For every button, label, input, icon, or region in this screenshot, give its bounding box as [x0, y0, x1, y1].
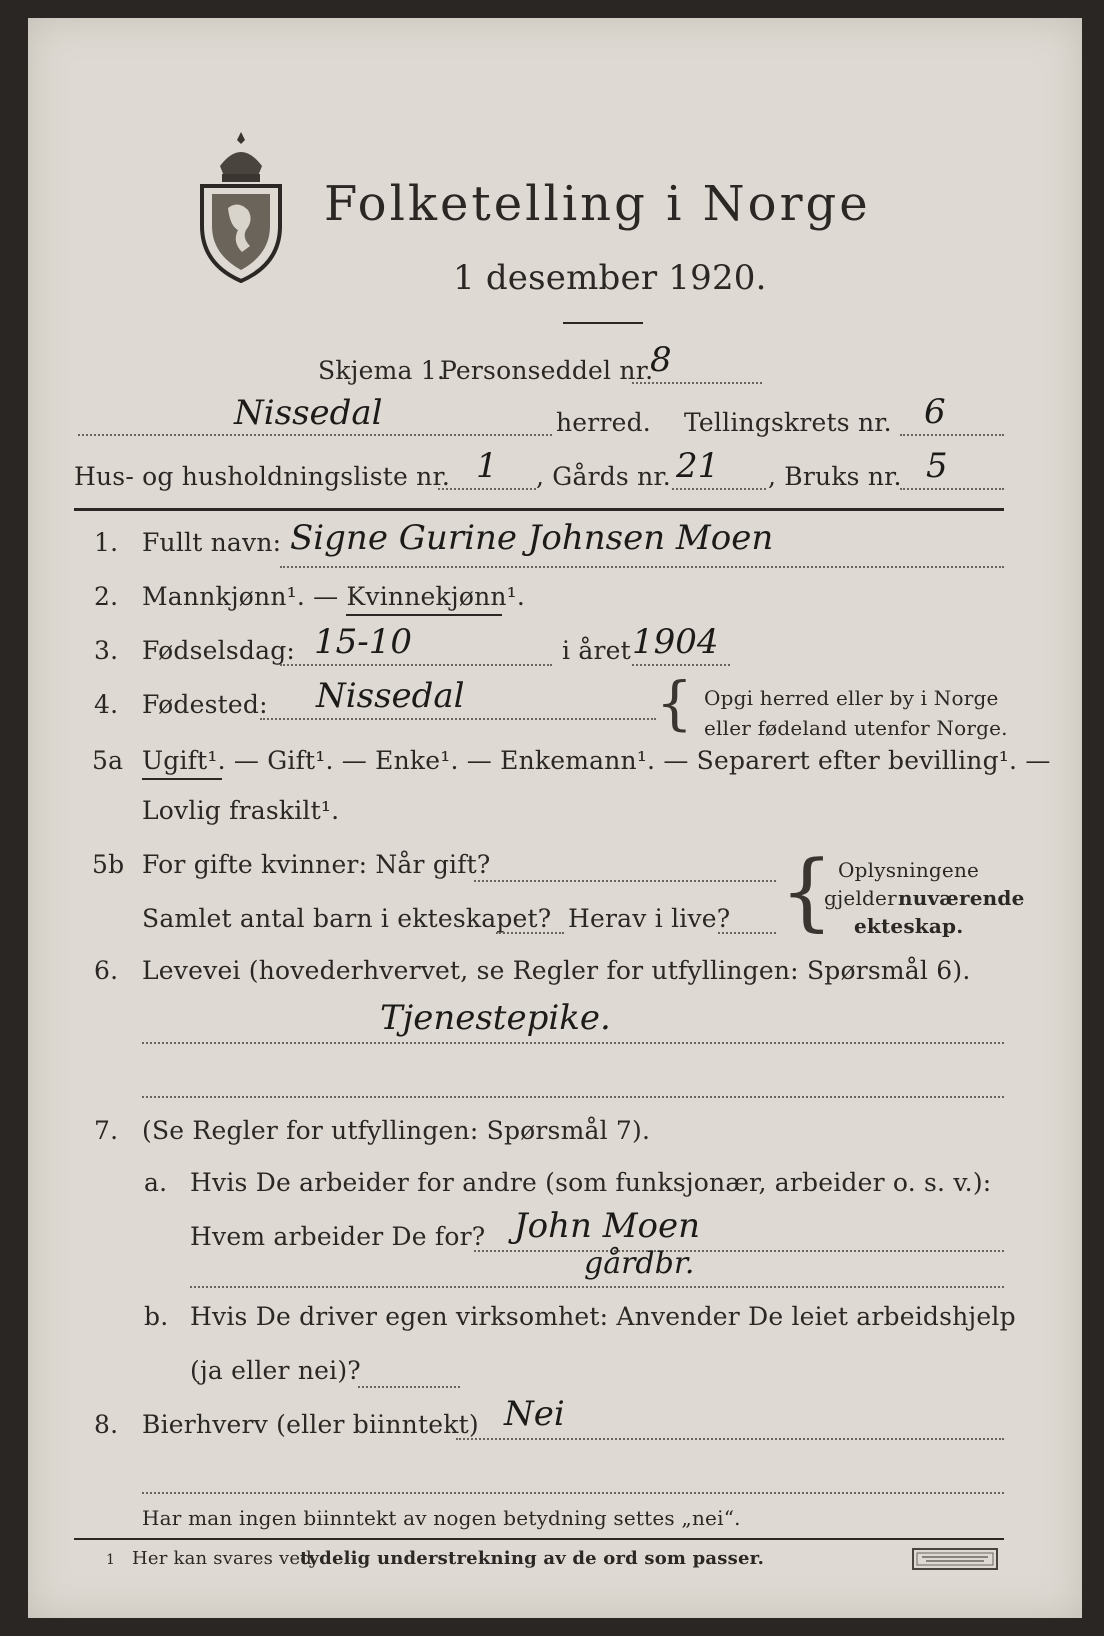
- q5a-label: Ugift¹. — Gift¹. — Enke¹. — Enkemann¹. — Separert efter bevilling¹. —: [142, 746, 1051, 775]
- q4-note-2: eller fødeland utenfor Norge.: [704, 716, 1008, 740]
- q2-answer-underline: [346, 614, 502, 616]
- q6-field-1[interactable]: [142, 1042, 1004, 1044]
- q3-year-field[interactable]: [632, 664, 730, 666]
- tellingskrets-value: 6: [924, 392, 946, 432]
- q7a-label: Hvis De arbeider for andre (som funksjonær, arbeider o. s. v.):: [190, 1168, 992, 1197]
- header-divider: [74, 508, 1004, 511]
- personseddel-field[interactable]: [632, 382, 762, 384]
- q7b-label: Hvis De driver egen virksomhet: Anvender De leiet arbeidshjelp: [190, 1302, 1016, 1331]
- gards-field[interactable]: [672, 488, 766, 490]
- q7b-field[interactable]: [358, 1386, 460, 1388]
- q7a-value: John Moen: [514, 1206, 701, 1246]
- q5b-alive-field[interactable]: [718, 932, 776, 934]
- footer-divider: [74, 1538, 1004, 1540]
- q4-value: Nissedal: [316, 676, 465, 716]
- footnote-text-a: Her kan svares ved: [132, 1548, 312, 1569]
- census-form: [28, 18, 1082, 1618]
- coat-of-arms-icon: [198, 128, 284, 283]
- q3-number: 3.: [94, 636, 119, 665]
- q3-label: Fødselsdag:: [142, 636, 296, 665]
- q1-number: 1.: [94, 528, 119, 557]
- footer-note: Har man ingen biinntekt av nogen betydning settes „nei“.: [142, 1506, 741, 1530]
- gards-value: 21: [676, 446, 720, 486]
- q2-label: Mannkjønn¹. — Kvinnekjønn¹.: [142, 582, 526, 611]
- q6-number: 6.: [94, 956, 119, 985]
- herred-value: Nissedal: [234, 393, 383, 433]
- q5b-note-2a: gjelder: [824, 886, 897, 910]
- q5b-children-field[interactable]: [496, 932, 564, 934]
- footnote-text-b: tydelig understrekning av de ord som passer.: [300, 1548, 765, 1569]
- q6-field-2[interactable]: [142, 1096, 1004, 1098]
- q1-value: Signe Gurine Johnsen Moen: [290, 518, 774, 558]
- husliste-label: Hus- og husholdningsliste nr.: [74, 462, 451, 491]
- q5a-label-2: Lovlig fraskilt¹.: [142, 796, 340, 825]
- q5b-married-field[interactable]: [474, 880, 776, 882]
- bruks-value: 5: [926, 446, 948, 486]
- q6-value: Tjenestepike.: [380, 998, 611, 1038]
- q7b-number: b.: [144, 1302, 169, 1331]
- q4-brace: {: [656, 669, 693, 737]
- q3-year-value: 1904: [632, 622, 719, 662]
- q1-label: Fullt navn:: [142, 528, 282, 557]
- bruks-label: , Bruks nr.: [768, 462, 902, 491]
- q1-field[interactable]: [280, 566, 1004, 568]
- q5b-note-3: ekteskap.: [854, 914, 964, 938]
- q8-value: Nei: [504, 1394, 565, 1434]
- q5b-label-2: Samlet antal barn i ekteskapet?: [142, 904, 552, 933]
- q3-field[interactable]: [280, 664, 552, 666]
- husliste-field[interactable]: [438, 488, 536, 490]
- q7-label: (Se Regler for utfyllingen: Spørsmål 7).: [142, 1116, 651, 1145]
- personseddel-label: Personseddel nr.: [440, 356, 654, 385]
- q5b-number: 5b: [92, 850, 125, 879]
- q5b-label: For gifte kvinner: Når gift?: [142, 850, 491, 879]
- title-divider: [563, 322, 643, 324]
- gards-label: , Gårds nr.: [536, 462, 671, 491]
- q8-field-1[interactable]: [456, 1438, 1004, 1440]
- q4-note-1: Opgi herred eller by i Norge: [704, 686, 999, 710]
- husliste-value: 1: [476, 446, 498, 486]
- q5b-label-3: Herav i live?: [568, 904, 731, 933]
- q4-number: 4.: [94, 690, 119, 719]
- herred-label: herred.: [556, 408, 651, 437]
- q2-number: 2.: [94, 582, 119, 611]
- q4-label: Fødested:: [142, 690, 268, 719]
- q7b-label-2: (ja eller nei)?: [190, 1356, 361, 1385]
- q3-value: 15-10: [314, 622, 413, 662]
- q5b-brace: {: [780, 842, 834, 940]
- q8-number: 8.: [94, 1410, 119, 1439]
- tellingskrets-label: Tellingskrets nr.: [684, 408, 892, 437]
- q7a-field-1[interactable]: [474, 1250, 1004, 1252]
- herred-field[interactable]: [78, 434, 552, 436]
- q7a-field-2[interactable]: [190, 1286, 1004, 1288]
- q7a-value-2: gårdbr.: [584, 1246, 695, 1281]
- q4-field[interactable]: [260, 718, 656, 720]
- q8-field-2[interactable]: [142, 1492, 1004, 1494]
- q7a-number: a.: [144, 1168, 168, 1197]
- q5a-number: 5a: [92, 746, 124, 775]
- q3-year-label: i året: [562, 636, 631, 665]
- form-date: 1 desember 1920.: [453, 258, 767, 298]
- footnote-number: 1: [106, 1552, 116, 1568]
- personseddel-value: 8: [650, 340, 672, 380]
- q7a-label-2: Hvem arbeider De for?: [190, 1222, 486, 1251]
- q5b-note-2b: nuværende: [898, 886, 1025, 910]
- form-title: Folketelling i Norge: [324, 176, 871, 232]
- q6-label: Levevei (hovederhvervet, se Regler for utfyllingen: Spørsmål 6).: [142, 956, 971, 985]
- q8-label: Bierhverv (eller biinntekt): [142, 1410, 479, 1439]
- skjema-label: Skjema 1.: [318, 356, 446, 385]
- tellingskrets-field[interactable]: [900, 434, 1004, 436]
- q5a-answer-underline: [142, 778, 222, 780]
- bruks-field[interactable]: [900, 488, 1004, 490]
- q5b-note-1: Oplysningene: [838, 858, 980, 882]
- printer-stamp-icon: [912, 1548, 998, 1570]
- q7-number: 7.: [94, 1116, 119, 1145]
